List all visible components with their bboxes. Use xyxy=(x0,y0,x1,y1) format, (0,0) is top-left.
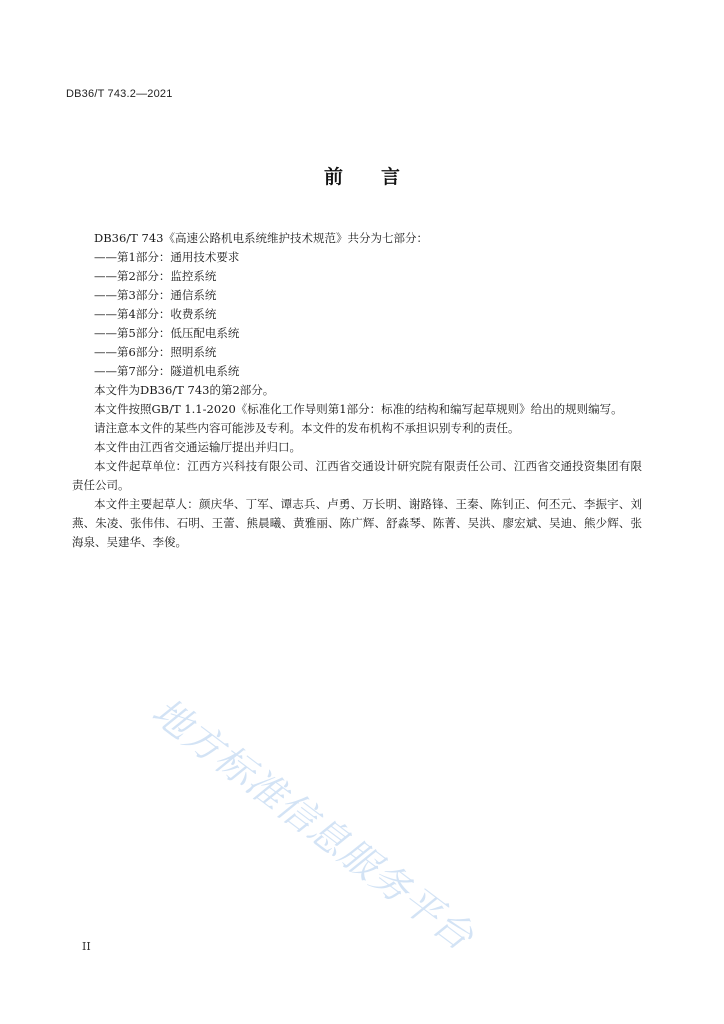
preface-body xyxy=(72,229,642,552)
patent-notice-paragraph: 请注意本文件的某些内容可能涉及专利。本文件的发布机构不承担识别专利的责任。 xyxy=(94,421,520,435)
list-item: ——第6部分：照明系统 xyxy=(94,345,217,359)
page-title: 前言 xyxy=(323,166,438,188)
drafters-paragraph: 本文件主要起草人：颜庆华、丁军、谭志兵、卢勇、万长明、谢路锋、王秦、陈钊正、何丕元、李振宇、刘燕、朱凌、张伟伟、石明、王蕾、熊晨曦、黄雅丽、陈广辉、舒淼琴、陈菁、吴洪、廖宏斌、吴迪、熊少辉、张海泉、吴建华、李俊。 xyxy=(72,497,642,549)
list-item: ——第7部分：隧道机电系统 xyxy=(94,364,240,378)
list-item: ——第3部分：通信系统 xyxy=(94,288,217,302)
list-item: ——第2部分：监控系统 xyxy=(94,269,217,283)
list-item: ——第4部分：收费系统 xyxy=(94,307,217,321)
list-item: ——第1部分：通用技术要求 xyxy=(94,250,240,264)
part-statement-paragraph: 本文件为DB36/T 743的第2部分。 xyxy=(94,383,275,397)
watermark: 地方标准信息服务平台 xyxy=(144,689,483,960)
proposer-paragraph: 本文件由江西省交通运输厅提出并归口。 xyxy=(94,440,301,454)
page-number: II xyxy=(82,940,91,953)
list-item: ——第5部分：低压配电系统 xyxy=(94,326,240,340)
drafting-units-paragraph: 本文件起草单位：江西方兴科技有限公司、江西省交通设计研究院有限责任公司、江西省交通投资集团有限责任公司。 xyxy=(72,459,642,492)
parts-list xyxy=(72,248,642,381)
intro-paragraph: DB36/T 743《高速公路机电系统维护技术规范》共分为七部分： xyxy=(94,231,428,245)
document-code: DB36/T 743.2—2021 xyxy=(66,88,173,100)
drafting-rules-paragraph: 本文件按照GB/T 1.1-2020《标准化工作导则第1部分：标准的结构和编写起草规则》给出的规则编写。 xyxy=(94,402,623,416)
